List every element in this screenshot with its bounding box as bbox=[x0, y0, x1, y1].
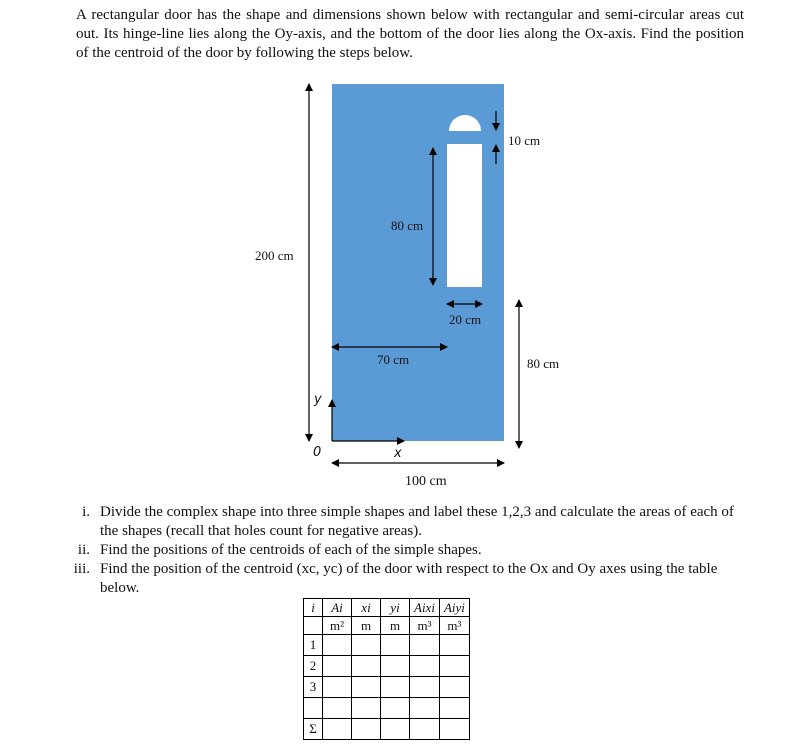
step-1 bbox=[56, 503, 746, 541]
table-cell bbox=[323, 698, 352, 719]
table-cell bbox=[381, 656, 410, 677]
row-label: 2 bbox=[304, 656, 323, 677]
table-cell bbox=[381, 719, 410, 740]
table-cell bbox=[381, 677, 410, 698]
step-3 bbox=[56, 560, 746, 598]
row-label: 3 bbox=[304, 677, 323, 698]
header-ax: Aixi bbox=[410, 599, 440, 617]
table-cell bbox=[439, 719, 469, 740]
header-x: xi bbox=[352, 599, 381, 617]
table-cell bbox=[410, 719, 440, 740]
table-cell bbox=[410, 698, 440, 719]
table-units-row bbox=[304, 617, 470, 635]
step-1-text: Divide the complex shape into three simple shapes and label these 1,2,3 and calculate the areas of each of the shapes (recall that holes count for negative areas). bbox=[100, 504, 734, 539]
width-label: 100 cm bbox=[405, 474, 447, 489]
header-area: Ai bbox=[323, 599, 352, 617]
unit-area: m² bbox=[323, 617, 352, 635]
table-cell bbox=[439, 656, 469, 677]
table-cell bbox=[352, 635, 381, 656]
semicircle-label: 10 cm bbox=[508, 133, 541, 148]
table-cell bbox=[352, 719, 381, 740]
table-cell bbox=[304, 698, 323, 719]
unit-y: m bbox=[381, 617, 410, 635]
x-axis-label: x bbox=[394, 446, 402, 461]
step-3-number: iii. bbox=[73, 561, 90, 577]
table-sum-row bbox=[304, 719, 470, 740]
table-cell bbox=[439, 635, 469, 656]
table-cell bbox=[439, 698, 469, 719]
table-cell bbox=[352, 698, 381, 719]
slot-width-label: 20 cm bbox=[449, 312, 482, 327]
step-1-number: i. bbox=[82, 504, 90, 520]
unit-ax: m³ bbox=[410, 617, 440, 635]
slot-cutout bbox=[447, 144, 482, 287]
unit-x: m bbox=[352, 617, 381, 635]
table-cell bbox=[323, 635, 352, 656]
header-ay: Aiyi bbox=[439, 599, 469, 617]
sum-label: Σ bbox=[304, 719, 323, 740]
unit-ay: m³ bbox=[439, 617, 469, 635]
table-cell bbox=[439, 677, 469, 698]
problem-intro: A rectangular door has the shape and dimensions shown below with rectangular and semi-circular areas cut out. Its hinge-line lies along the Oy-axis, and the bottom of the door lies along the Ox-axis. Find the position of the centroid of the door by following the steps below. bbox=[76, 7, 744, 61]
slot-offset-label: 70 cm bbox=[377, 352, 410, 367]
table-cell bbox=[381, 698, 410, 719]
steps-list bbox=[56, 503, 746, 598]
centroid-table bbox=[303, 598, 470, 740]
table-row bbox=[304, 656, 470, 677]
table-cell bbox=[410, 635, 440, 656]
step-2-number: ii. bbox=[77, 542, 90, 558]
header-y: yi bbox=[381, 599, 410, 617]
table-header-row bbox=[304, 599, 470, 617]
header-i: i bbox=[304, 599, 323, 617]
table-cell bbox=[352, 656, 381, 677]
table-cell bbox=[323, 677, 352, 698]
table-cell bbox=[410, 677, 440, 698]
step-3-text: Find the position of the centroid (xc, yc) of the door with respect to the Ox and Oy axes using the table below. bbox=[100, 561, 718, 596]
unit-i bbox=[304, 617, 323, 635]
step-2 bbox=[56, 541, 746, 560]
step-2-text: Find the positions of the centroids of each of the simple shapes. bbox=[100, 542, 482, 558]
row-label: 1 bbox=[304, 635, 323, 656]
slot-height-label: 80 cm bbox=[391, 218, 424, 233]
table-blank-row bbox=[304, 698, 470, 719]
origin-label: 0 bbox=[313, 445, 322, 460]
lower-gap-label: 80 cm bbox=[527, 356, 560, 371]
table-cell bbox=[352, 677, 381, 698]
table-cell bbox=[410, 656, 440, 677]
table-row bbox=[304, 635, 470, 656]
table-row bbox=[304, 677, 470, 698]
table-cell bbox=[381, 635, 410, 656]
table-cell bbox=[323, 656, 352, 677]
y-axis-label: y bbox=[314, 392, 322, 407]
height-label: 200 cm bbox=[255, 248, 294, 263]
table-cell bbox=[323, 719, 352, 740]
